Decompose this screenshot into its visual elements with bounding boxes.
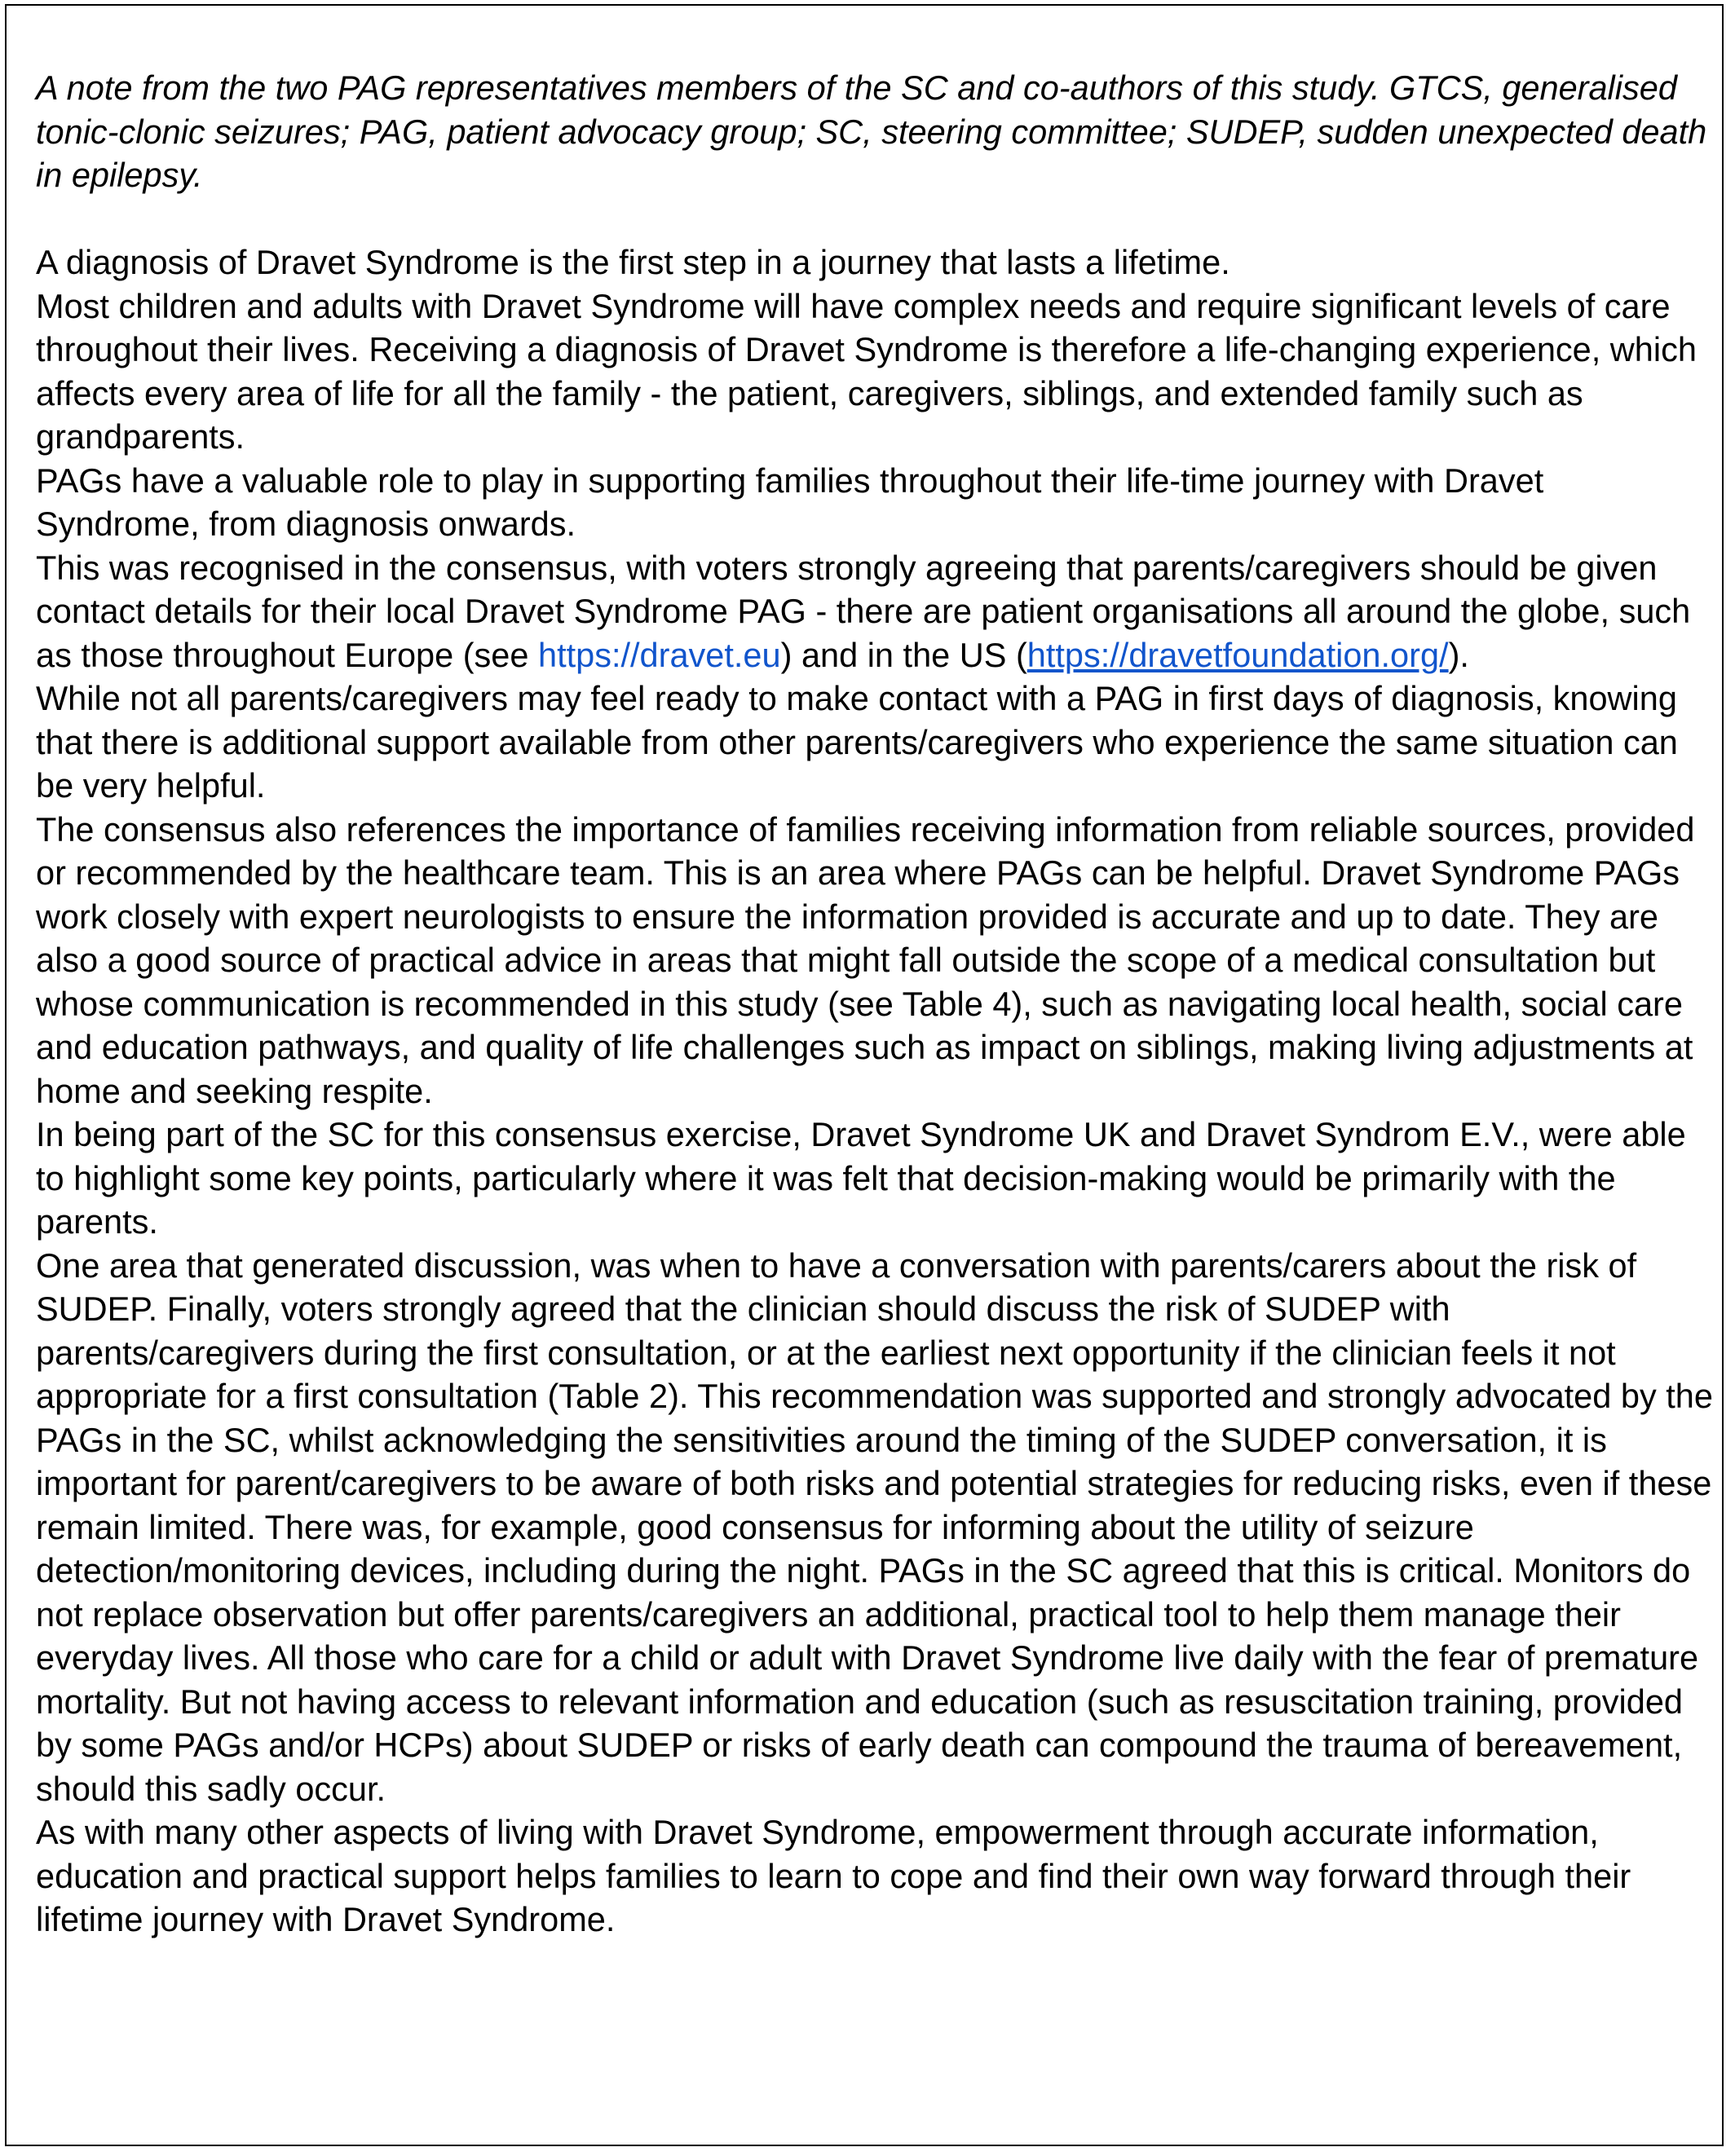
paragraph-support: While not all parents/caregivers may feel ready to make contact with a PAG in first days of diagnosis, knowing that there is additional support available from other parents/caregivers who experience the same situation can be very helpful. xyxy=(36,679,1678,805)
paragraph-contact-details-text-3: ). xyxy=(1448,635,1469,674)
paragraph-contact-details-text-2: ) and in the US ( xyxy=(780,635,1027,674)
paragraph-diagnosis: A diagnosis of Dravet Syndrome is the first step in a journey that lasts a lifetime. xyxy=(36,243,1230,281)
paragraph-steering-committee: In being part of the SC for this consensus exercise, Dravet Syndrome UK and Dravet Syndrom E.V., were able to highlight some key points, particularly where it was felt that decision-making would be primarily with the parents. xyxy=(36,1115,1686,1241)
note-box xyxy=(5,4,1724,2146)
paragraph-sudep: One area that generated discussion, was when to have a conversation with parents/carers about the risk of SUDEP. Finally, voters strongly agreed that the clinician should discuss the risk of SUDEP with parents/caregivers during the first consultation, or at the earliest next opportunity if the clinician feels it not appropriate for a first consultation (Table 2). This recommendation was supported and strongly advocated by the PAGs in the SC, whilst acknowledging the sensitivities around the timing of the SUDEP conversation, it is important for parent/caregivers to be aware of both risks and potential strategies for reducing risks, even if these remain limited. There was, for example, good consensus for informing about the utility of seizure detection/monitoring devices, including during the night. PAGs in the SC agreed that this is critical. Monitors do not replace observation but offer parents/caregivers an additional, practical tool to help them manage their everyday lives. All those who care for a child or adult with Dravet Syndrome live daily with the fear of premature mortality. But not having access to relevant information and education (such as resuscitation training, provided by some PAGs and/or HCPs) about SUDEP or risks of early death can compound the trauma of bereavement, should this sadly occur. xyxy=(36,1246,1713,1808)
note-content xyxy=(36,66,1715,1942)
paragraph-pag-role: PAGs have a valuable role to play in supporting families throughout their life-time journey with Dravet Syndrome, from diagnosis onwards. xyxy=(36,461,1544,543)
paragraph-contact-details-text-1: This was recognised in the consensus, with voters strongly agreeing that parents/caregivers should be given contact details for their local Dravet Syndrome PAG - there are patient organisations all around the globe, such as those throughout Europe (see xyxy=(36,548,1691,674)
intro-note: A note from the two PAG representatives members of the SC and co-authors of this study. GTCS, generalised tonic-clonic seizures; PAG, patient advocacy group; SC, steering committee; SUDEP, sudden unexpected death in epilepsy. xyxy=(36,68,1707,194)
paragraph-information-sources: The consensus also references the importance of families receiving information from reliable sources, provided or recommended by the healthcare team. This is an area where PAGs can be helpful. Dravet Syndrome PAGs work closely with expert neurologists to ensure the information provided is accurate and up to date. They are also a good source of practical advice in areas that might fall outside the scope of a medical consultation but whose communication is recommended in this study (see Table 4), such as navigating local health, social care and education pathways, and quality of life challenges such as impact on siblings, making living adjustments at home and seeking respite. xyxy=(36,809,1695,1110)
dravet-eu-link[interactable]: https://dravet.eu xyxy=(538,635,781,674)
paragraph-complex-needs: Most children and adults with Dravet Syndrome will have complex needs and require significant levels of care throughout their lives. Receiving a diagnosis of Dravet Syndrome is therefore a life-changing experience, which affects every area of life for all the family - the patient, caregivers, siblings, and extended family such as grandparents. xyxy=(36,286,1697,456)
paragraph-empowerment: As with many other aspects of living with Dravet Syndrome, empowerment through accurate information, education and practical support helps families to learn to cope and find their own way forward through their lifetime journey with Dravet Syndrome. xyxy=(36,1813,1631,1938)
paragraph-contact-details xyxy=(36,546,1715,677)
dravet-foundation-link[interactable]: https://dravetfoundation.org/ xyxy=(1026,635,1449,674)
